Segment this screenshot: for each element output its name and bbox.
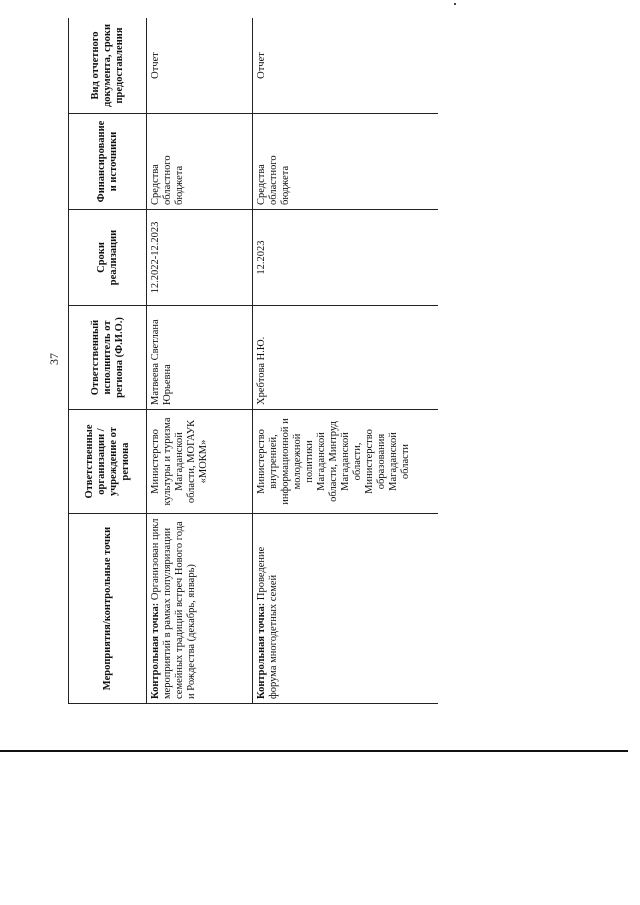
activity-text: Организован цикл мероприятий в рамках популяризации семейных традиций встреч Нового года и Рождества (декабрь, январь) xyxy=(150,518,197,699)
cell-activity xyxy=(147,514,253,704)
activity-text: Проведение форума многодетных семей xyxy=(256,546,279,699)
table-header-row xyxy=(69,18,147,704)
header-period: Сроки реализации xyxy=(69,210,147,306)
cell-report: Отчет xyxy=(147,18,253,114)
scan-artifact xyxy=(454,3,456,5)
header-financing: Финансирование и источники xyxy=(69,114,147,210)
header-executor: Ответственный исполнитель от региона (Ф.И.О.) xyxy=(69,306,147,410)
header-organizations: Ответственные организации / учреждение от региона xyxy=(69,410,147,514)
page-number: 37 xyxy=(47,353,61,365)
cell-executor: Матвеева Светлана Юрьевна xyxy=(147,306,253,410)
cell-executor: Хребтова Н.Ю. xyxy=(253,306,439,410)
cell-report: Отчет xyxy=(253,18,439,114)
cell-period: 12.2023 xyxy=(253,210,439,306)
cell-organizations: Министерство внутренней, информационной и молодежной политики Магаданской области, Минтруд Магаданской области, Министерство образования Магаданской области xyxy=(253,410,439,514)
cell-financing: Средства областного бюджета xyxy=(147,114,253,210)
rotated-table-container xyxy=(68,18,438,704)
page-divider-line xyxy=(0,750,628,752)
activities-table xyxy=(68,18,438,704)
cell-organizations: Министерство культуры и туризма Магаданской области, МОГАУК «МОКМ» xyxy=(147,410,253,514)
control-point-label: Контрольная точка: xyxy=(150,602,161,699)
rotated-table xyxy=(68,18,438,704)
table-row xyxy=(253,18,439,704)
cell-activity xyxy=(253,514,439,704)
cell-financing: Средства областного бюджета xyxy=(253,114,439,210)
header-report: Вид отчетного документа, сроки предоставления xyxy=(69,18,147,114)
table-row xyxy=(147,18,253,704)
header-activities: Мероприятия/контрольные точки xyxy=(69,514,147,704)
cell-period: 12.2022-12.2023 xyxy=(147,210,253,306)
control-point-label: Контрольная точка: xyxy=(256,602,267,699)
